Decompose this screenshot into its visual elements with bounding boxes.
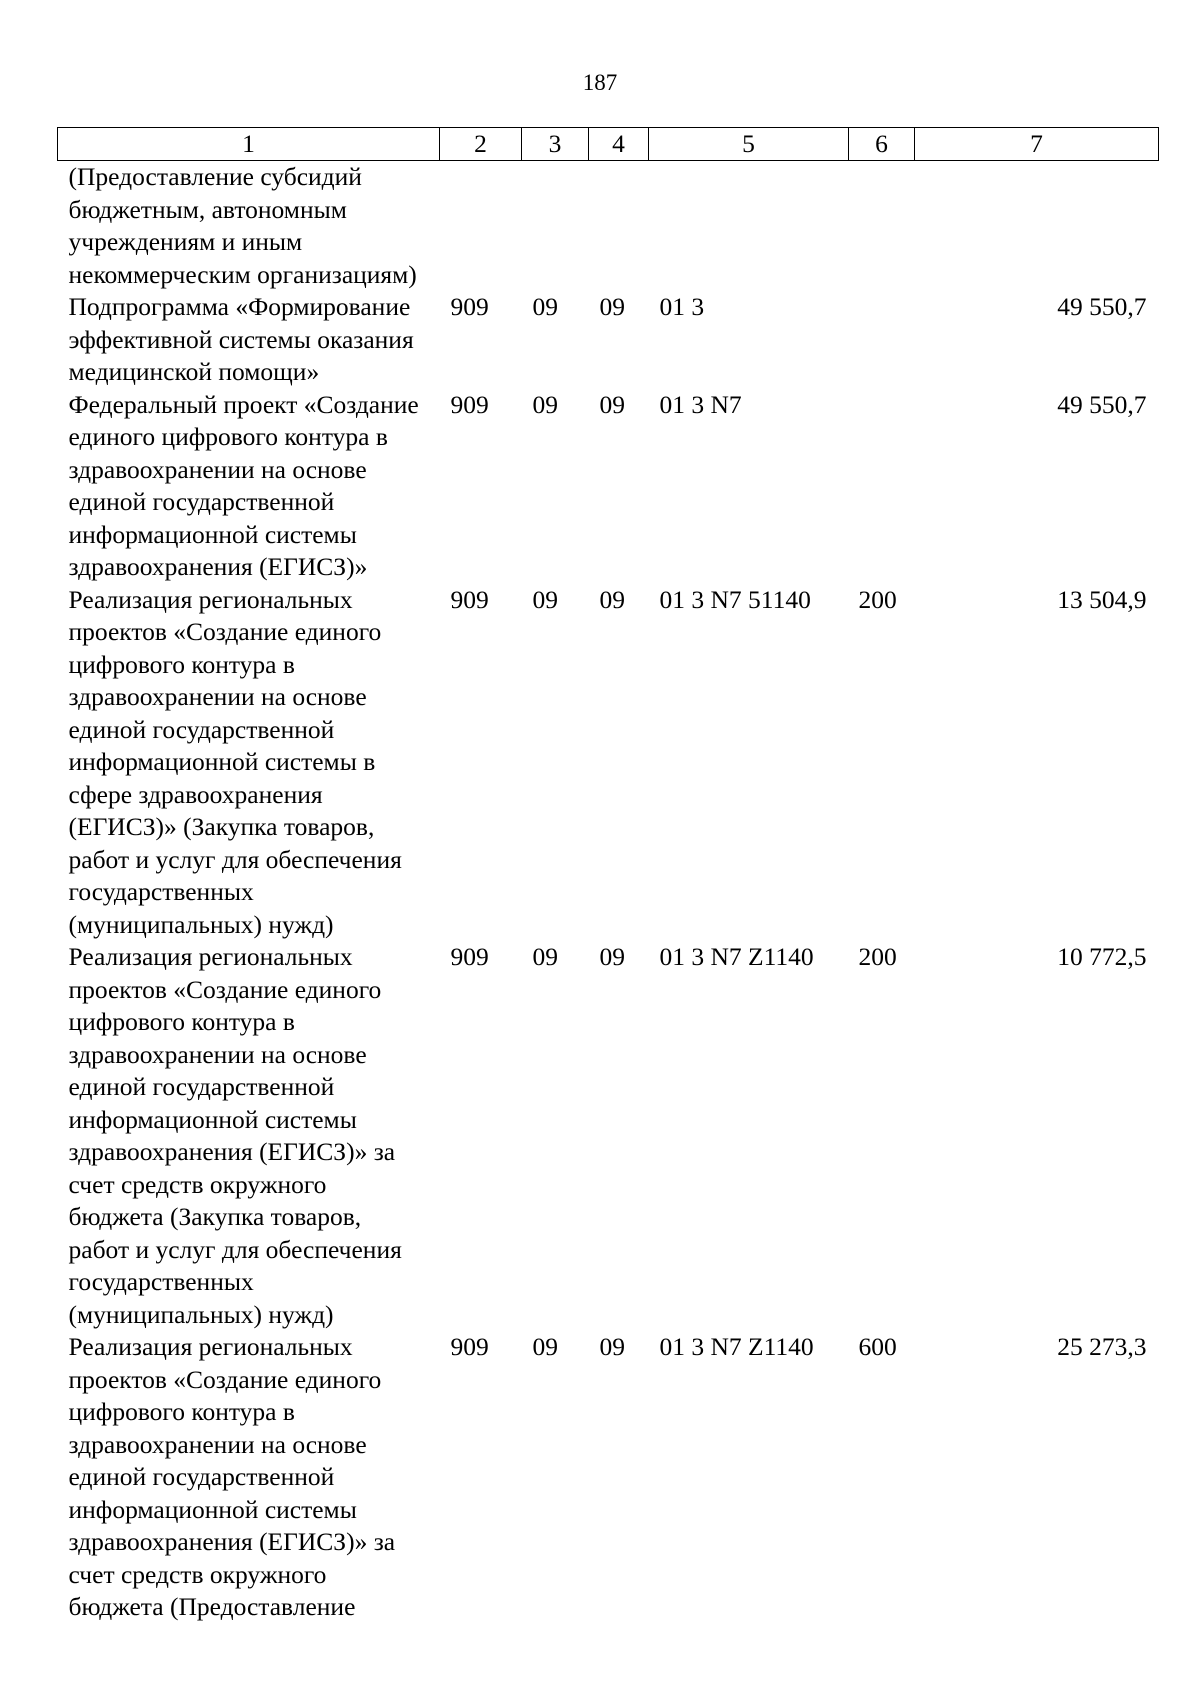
name-line: Подпрограмма «Формирование: [68, 292, 411, 321]
cell-amount: 13 504,9: [1057, 584, 1147, 614]
cell-name: [58, 584, 440, 942]
cell-name: [58, 1331, 440, 1624]
cell-name: [58, 291, 440, 389]
name-line: бюджета (Закупка товаров,: [68, 1202, 362, 1231]
table-row: [58, 941, 1159, 1331]
name-line: проектов «Создание единого: [68, 974, 382, 1004]
table-body: [58, 161, 1159, 1624]
name-line: информационной системы: [68, 1494, 357, 1524]
name-line: цифрового контура в: [68, 1397, 295, 1426]
name-line: (муниципальных) нужд): [68, 909, 334, 939]
cell-section: 09: [532, 584, 558, 614]
cell-target-article: 01 3 N7 51140: [659, 584, 811, 614]
cell-expense-type: 600: [858, 1332, 897, 1361]
name-line: цифрового контура в: [68, 1007, 295, 1036]
cell-name: [58, 941, 440, 1331]
cell-target-article: 01 3 N7 Z1140: [659, 942, 814, 971]
cell-ministry-code: 909: [450, 389, 489, 419]
name-line: здравоохранения (ЕГИСЗ)» за: [68, 1137, 396, 1166]
name-line: счет средств окружного: [68, 1559, 327, 1589]
name-line: единой государственной: [68, 487, 335, 516]
name-line: государственных: [68, 1267, 254, 1296]
cell-expense-type: [849, 291, 915, 389]
cell-section: [522, 161, 589, 292]
name-line: работ и услуг для обеспечения: [68, 844, 402, 874]
name-line: информационной системы: [68, 1104, 357, 1134]
cell-amount: 25 273,3: [1057, 1332, 1147, 1361]
name-line: здравоохранении на основе: [68, 1039, 367, 1069]
cell-subsection: 09: [599, 389, 625, 419]
cell-ministry-code: 909: [450, 1332, 489, 1361]
name-line: Реализация региональных: [68, 942, 353, 971]
cell-target-article: 01 3 N7: [659, 389, 742, 419]
cell-ministry-code: 909: [450, 292, 489, 321]
name-line: здравоохранении на основе: [68, 682, 367, 711]
header-row: [58, 128, 1159, 161]
cell-amount: 49 550,7: [1057, 389, 1147, 419]
budget-table: [57, 127, 1159, 1624]
name-line: цифрового контура в: [68, 649, 295, 679]
cell-name: [58, 161, 440, 292]
name-line: единой государственной: [68, 1462, 335, 1491]
name-line: (ЕГИСЗ)» (Закупка товаров,: [68, 812, 375, 841]
cell-name: [58, 389, 440, 584]
cell-section: 09: [532, 389, 558, 419]
cell-section: 09: [532, 942, 558, 971]
name-line: эффективной системы оказания: [68, 324, 414, 354]
table-row: [58, 1331, 1159, 1624]
table-row: [58, 584, 1159, 942]
header-col-2: 2: [440, 128, 522, 161]
cell-target-article: [649, 161, 849, 292]
name-line: (муниципальных) нужд): [68, 1299, 334, 1329]
name-line: здравоохранения (ЕГИСЗ)» за: [68, 1527, 396, 1556]
cell-subsection: 09: [599, 292, 625, 321]
cell-amount: [915, 161, 1159, 292]
name-line: государственных: [68, 877, 254, 906]
cell-ministry-code: 909: [450, 584, 489, 614]
table-row: [58, 389, 1159, 584]
name-line: бюджета (Предоставление: [68, 1592, 356, 1621]
header-col-4: 4: [589, 128, 649, 161]
cell-expense-type: [849, 161, 915, 292]
name-line: единой государственной: [68, 714, 335, 744]
name-line: Реализация региональных: [68, 1332, 353, 1361]
cell-expense-type: 200: [858, 942, 897, 971]
cell-ministry-code: [440, 161, 522, 292]
name-line: здравоохранении на основе: [68, 1429, 367, 1459]
name-line: сфере здравоохранения: [68, 779, 323, 809]
name-line: учреждениям и иным: [68, 227, 303, 256]
name-line: информационной системы: [68, 519, 357, 549]
name-line: Реализация региональных: [68, 584, 353, 614]
name-line: некоммерческим организациям): [68, 259, 417, 289]
name-line: проектов «Создание единого: [68, 617, 382, 646]
page-number: 187: [582, 70, 618, 95]
header-col-7: 7: [915, 128, 1159, 161]
cell-amount: 49 550,7: [1057, 292, 1147, 321]
cell-target-article: 01 3: [659, 292, 705, 321]
cell-subsection: 09: [599, 584, 625, 614]
cell-section: 09: [532, 1332, 558, 1361]
table-row: [58, 161, 1159, 292]
cell-expense-type: 200: [858, 584, 897, 614]
name-line: здравоохранения (ЕГИСЗ)»: [68, 552, 368, 581]
name-line: информационной системы в: [68, 747, 376, 776]
name-line: единой государственной: [68, 1072, 335, 1101]
name-line: единого цифрового контура в: [68, 422, 388, 451]
name-line: бюджетным, автономным: [68, 194, 347, 224]
cell-section: 09: [532, 292, 558, 321]
name-line: медицинской помощи»: [68, 357, 320, 386]
name-line: Федеральный проект «Создание: [68, 389, 419, 419]
cell-target-article: 01 3 N7 Z1140: [659, 1332, 814, 1361]
cell-subsection: [589, 161, 649, 292]
name-line: проектов «Создание единого: [68, 1364, 382, 1394]
cell-subsection: 09: [599, 1332, 625, 1361]
cell-expense-type: [849, 389, 915, 584]
name-line: (Предоставление субсидий: [68, 162, 362, 191]
name-line: здравоохранении на основе: [68, 454, 367, 484]
cell-amount: 10 772,5: [1057, 942, 1147, 971]
header-col-1: 1: [58, 128, 440, 161]
name-line: работ и услуг для обеспечения: [68, 1234, 402, 1264]
header-col-3: 3: [522, 128, 589, 161]
table-row: [58, 291, 1159, 389]
header-col-6: 6: [849, 128, 915, 161]
name-line: счет средств окружного: [68, 1169, 327, 1199]
cell-ministry-code: 909: [450, 942, 489, 971]
header-col-5: 5: [649, 128, 849, 161]
cell-subsection: 09: [599, 942, 625, 971]
